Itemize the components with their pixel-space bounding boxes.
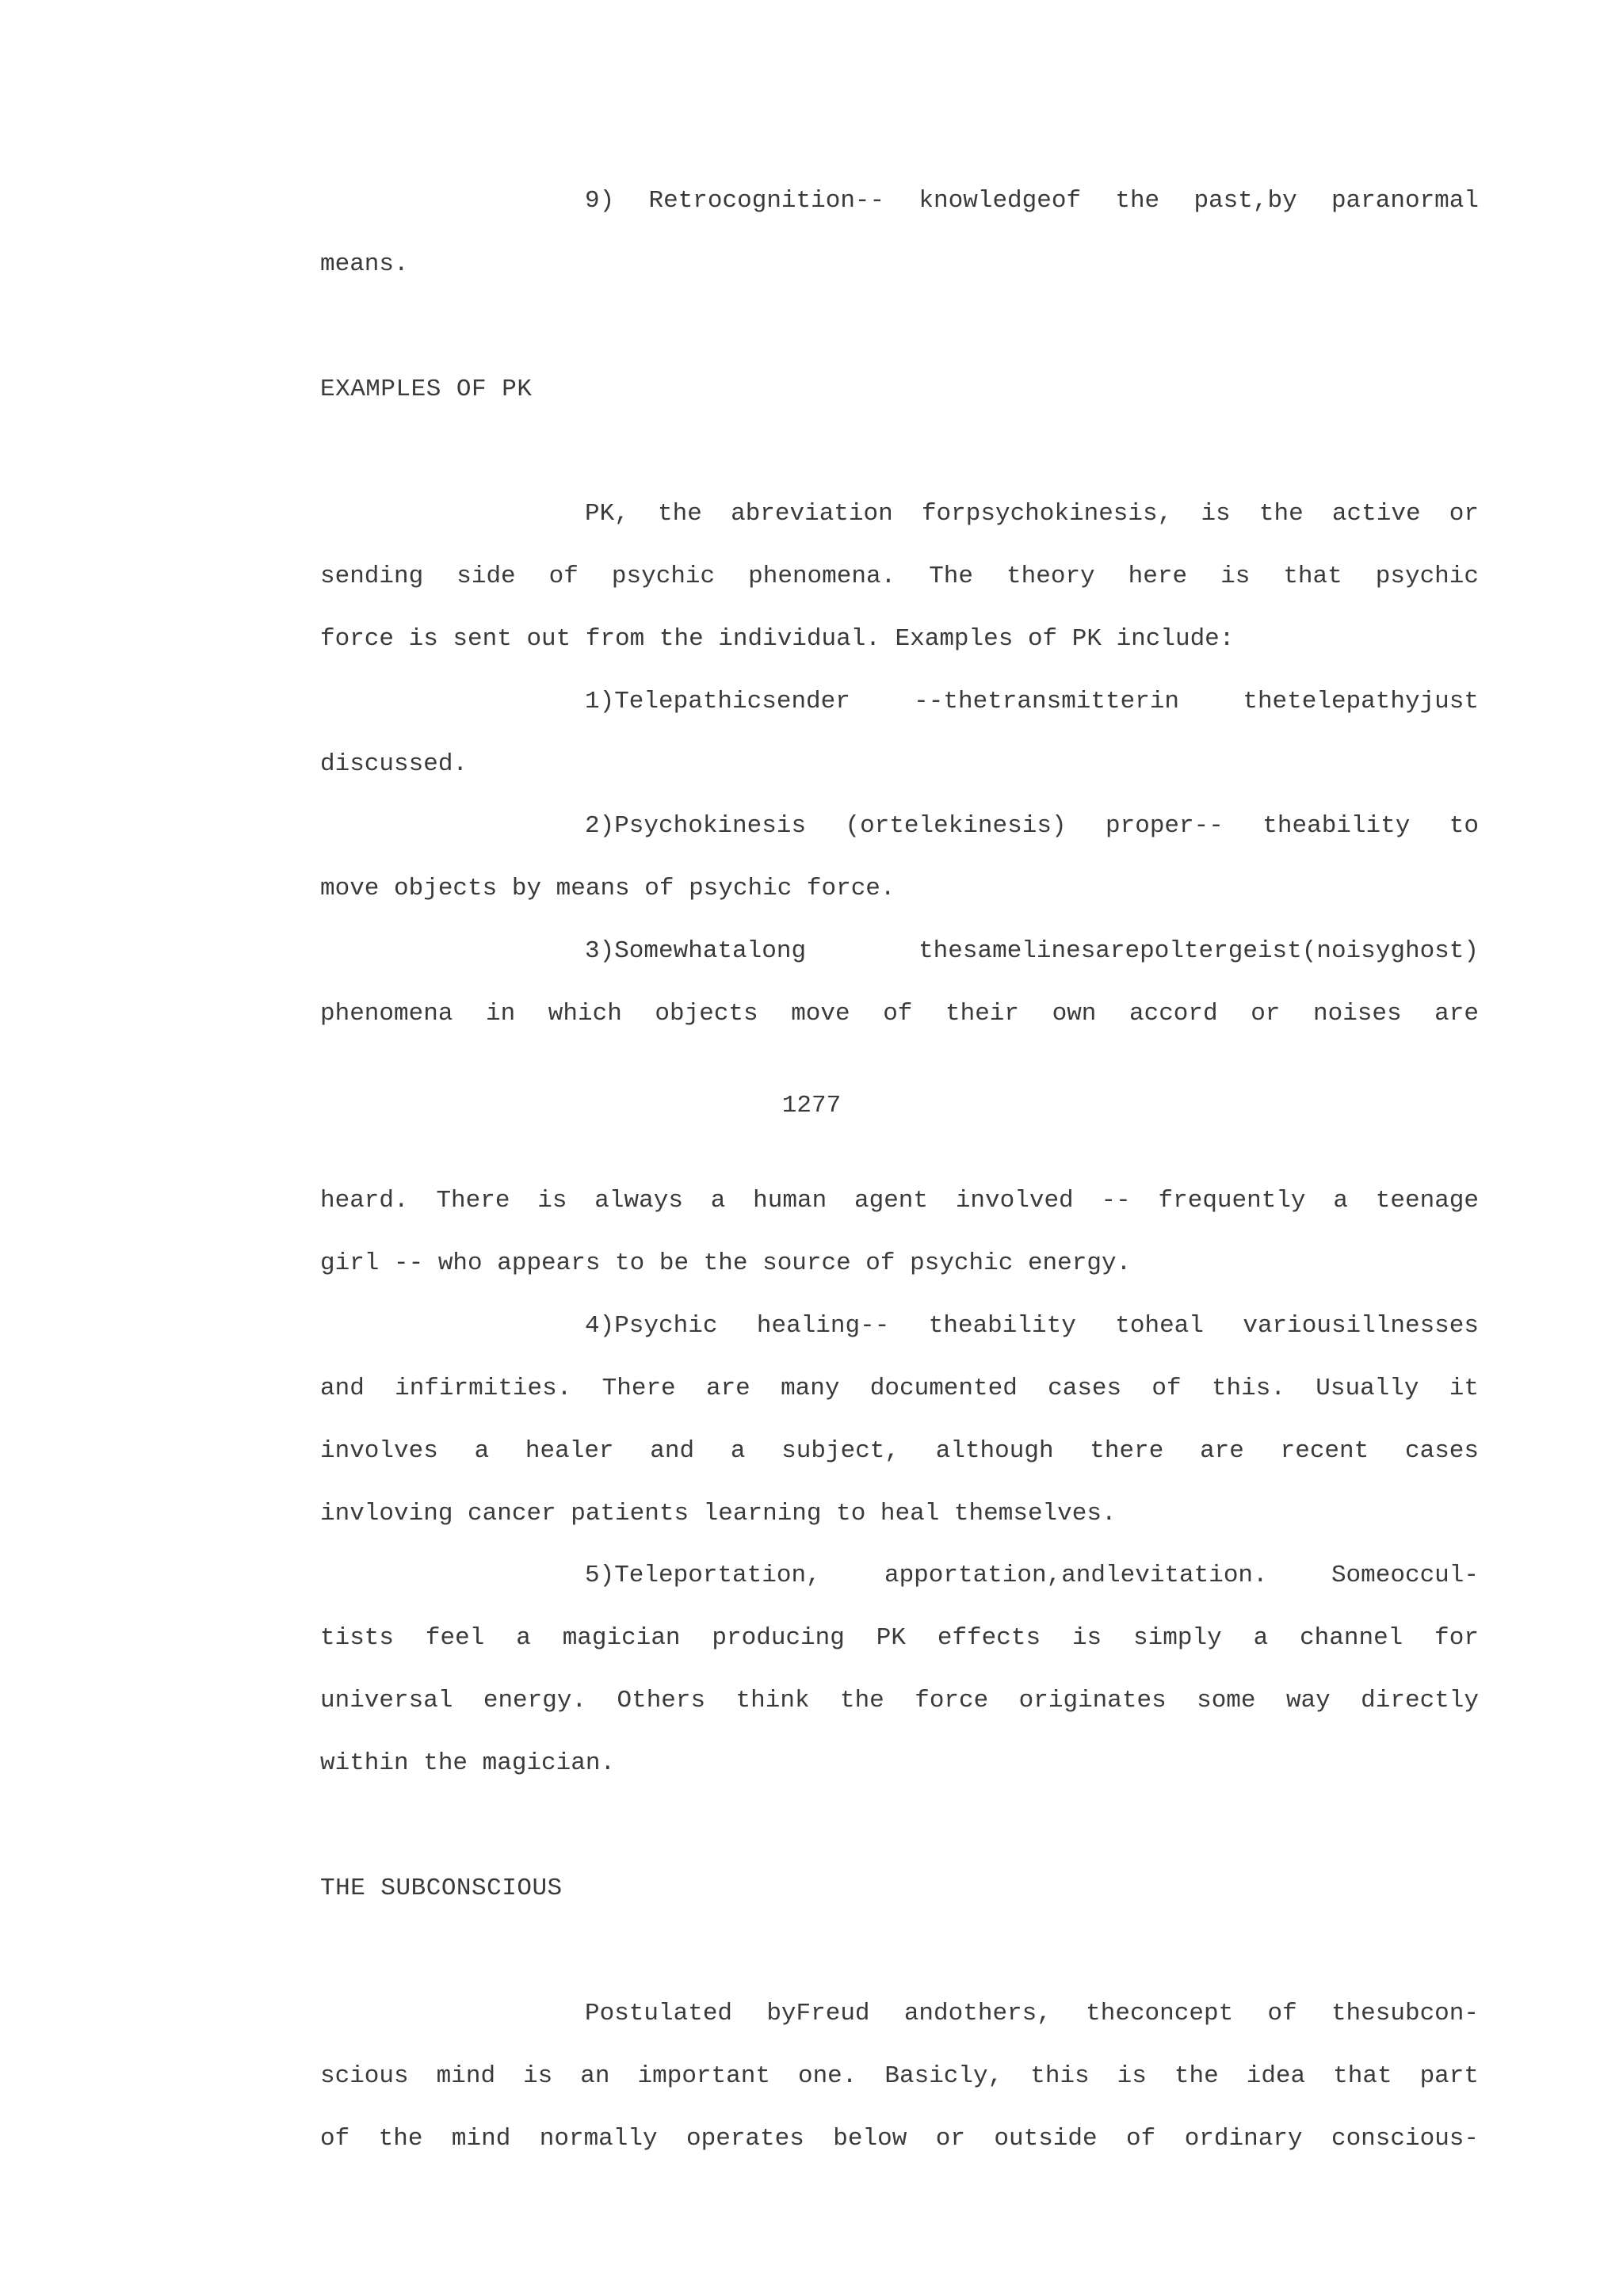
text-line: 2)Psychokinesis (ortelekinesis) proper-- theability to: [585, 812, 1479, 840]
text-line: within the magician.: [320, 1749, 616, 1777]
text-line: of the mind normally operates below or outside of ordinary conscious-: [320, 2125, 1479, 2153]
text-line: move objects by means of psychic force.: [320, 875, 896, 902]
text-line: invloving cancer patients learning to heal themselves.: [320, 1500, 1117, 1527]
text-line: scious mind is an important one. Basicly, this is the idea that part: [320, 2062, 1479, 2090]
text-line: 9) Retrocognition-- knowledgeof the past,by paranormal: [585, 187, 1479, 215]
text-line: involves a healer and a subject, although there are recent cases: [320, 1437, 1479, 1465]
text-line: girl -- who appears to be the source of psychic energy.: [320, 1249, 1132, 1277]
section-heading: THE SUBCONSCIOUS: [320, 1875, 563, 1902]
text-line: 4)Psychic healing-- theability toheal variousillnesses: [585, 1312, 1479, 1340]
text-line: and infirmities. There are many documented cases of this. Usually it: [320, 1375, 1479, 1402]
text-line: universal energy. Others think the force originates some way directly: [320, 1687, 1479, 1714]
page-number: 1277: [781, 1092, 842, 1119]
text-line: 3)Somewhatalong thesamelinesarepoltergeist(noisyghost): [585, 937, 1479, 965]
text-line: tists feel a magician producing PK effects is simply a channel for: [320, 1624, 1479, 1652]
section-heading: EXAMPLES OF PK: [320, 376, 533, 403]
text-line: heard. There is always a human agent involved -- frequently a teenage: [320, 1187, 1479, 1215]
text-line: sending side of psychic phenomena. The theory here is that psychic: [320, 563, 1479, 590]
text-line: 1)Telepathicsender --thetransmitterin thetelepathyjust: [585, 688, 1479, 715]
text-line: Postulated byFreud andothers, theconcept of thesubcon-: [585, 2000, 1479, 2027]
text-line: 5)Teleportation, apportation,andlevitation. Someoccul-: [585, 1562, 1479, 1589]
text-line: force is sent out from the individual. Examples of PK include:: [320, 625, 1235, 653]
text-line: means.: [320, 250, 409, 278]
text-line: PK, the abreviation forpsychokinesis, is the active or: [585, 500, 1479, 528]
text-line: discussed.: [320, 750, 468, 778]
text-line: phenomena in which objects move of their own accord or noises are: [320, 1000, 1479, 1028]
